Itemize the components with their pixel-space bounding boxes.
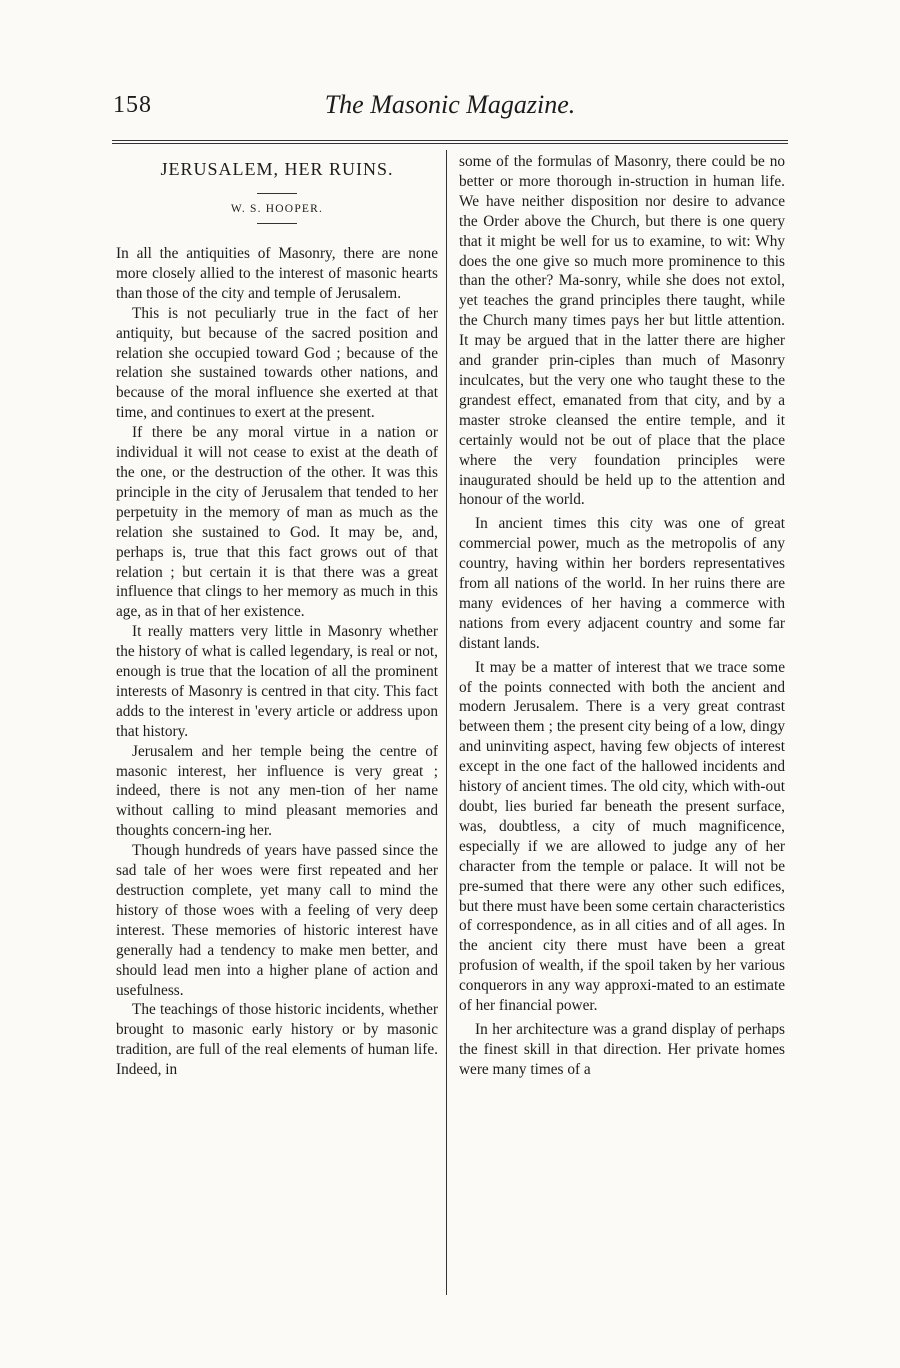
paragraph: In her architecture was a grand display of perhaps the finest skill in that direction. Her private homes were many times of a — [459, 1020, 785, 1078]
paragraph: The teachings of those historic incidents, whether brought to masonic early history or by masonic tradition, are full of the real elements of human life. Indeed, in — [116, 1001, 438, 1079]
running-title: The Masonic Magazine. — [324, 90, 576, 119]
paragraph: In all the antiquities of Masonry, there are none more closely allied to the interest of masonic hearts than those of the city and temple of Jerusalem. — [116, 245, 438, 302]
paragraph: This is not peculiarly true in the fact of her antiquity, but because of the sacred position and relation she occupied toward God ; because of the relation she sustained towards other nations, and because of the moral influence she exerted at that time, and continues to exert at the present. — [116, 304, 438, 422]
title-rule — [257, 193, 297, 194]
paragraph: It may be a matter of interest that we trace some of the points connected with both the ancient and modern Jerusalem. There is a very great contrast between them ; the present city being of a low, dingy and uninviting aspect, having few objects of interest except in the one fact of the hallowed incidents and history of ancient times. The old city, which with-out doubt, lies buried far beneath the present surface, was, doubtless, a city of much magnificence, especially if we are allowed to judge any of her character from the temple or palace. It will not be pre-sumed that there were any other such edifices, but there must have been some certain characteristics of correspondence, as in all cities and of all ages. In the ancient city there must have been a great profusion of wealth, if the spoil taken by her various conquerors in any way approxi-mated to an estimate of her financial power. — [459, 658, 785, 1015]
left-column — [116, 152, 438, 1080]
paragraph: Though hundreds of years have passed since the sad tale of her woes were first repeated and her destruction complete, yet many call to mind the history of those woes with a feeling of very deep interest. These memories of historic interest have generally had a tendency to make men better, and should lead men into a higher plane of action and usefulness. — [116, 842, 438, 999]
paragraph: It really matters very little in Masonry whether the history of what is called legendary, is real or not, enough is true that the location of all the prominent interests of Masonry is centred in that city. This fact adds to the interest in 'every article or address upon that history. — [116, 623, 438, 740]
header-rule — [112, 140, 788, 144]
right-column — [459, 152, 785, 1080]
article-author: W. S. HOOPER. — [230, 203, 324, 215]
page-number: 158 — [113, 92, 152, 118]
paragraph: Jerusalem and her temple being the centre of masonic interest, her influence is very great ; indeed, there is not any men-tion of her name without calling to mind pleasant memories and thoughts concern-ing her. — [116, 742, 438, 840]
paragraph: In ancient times this city was one of great commercial power, much as the metropolis of any country, having within her borders representatives from all nations of the world. In her ruins there are many evidences of her having a commerce with nations from every adjacent country and some far distant lands. — [459, 515, 785, 652]
article-title: JERUSALEM, HER RUINS. — [160, 159, 394, 179]
paragraph: If there be any moral virtue in a nation or individual it will not cease to exist at the death of the one, or the destruction of the other. It was this principle in the city of Jerusalem that tended to her perpetuity in the memory of man as much as the relation she sustained to God. It may be, and, perhaps is, true that this fact grows out of that relation ; but certain it is that there was a great influence that clings to her memory as much in this age, as in that of her existence. — [116, 424, 438, 621]
paragraph: some of the formulas of Masonry, there could be no better or more thorough in-struction in human life. We have neither disposition nor desire to advance the Order above the Church, but there is one query that it might be well for us to examine, to wit: Why does the one give so much more prominence to this than the other? Ma-sonry, while she does not extol, yet teaches the grand principles there taught, while the Church many times pays her but little attention. It may be argued that in the latter there are higher and grander prin-ciples than much of Masonry inculcates, but the very one who taught these to the grandest effect, emanated from that city, and by a master stroke cleansed the entire temple, and it certainly would not be out of place that the place where the very foundation principles were inaugurated should be held up to the attention and honour of the world. — [459, 153, 785, 509]
author-rule — [257, 223, 297, 224]
column-divider — [446, 150, 447, 1295]
